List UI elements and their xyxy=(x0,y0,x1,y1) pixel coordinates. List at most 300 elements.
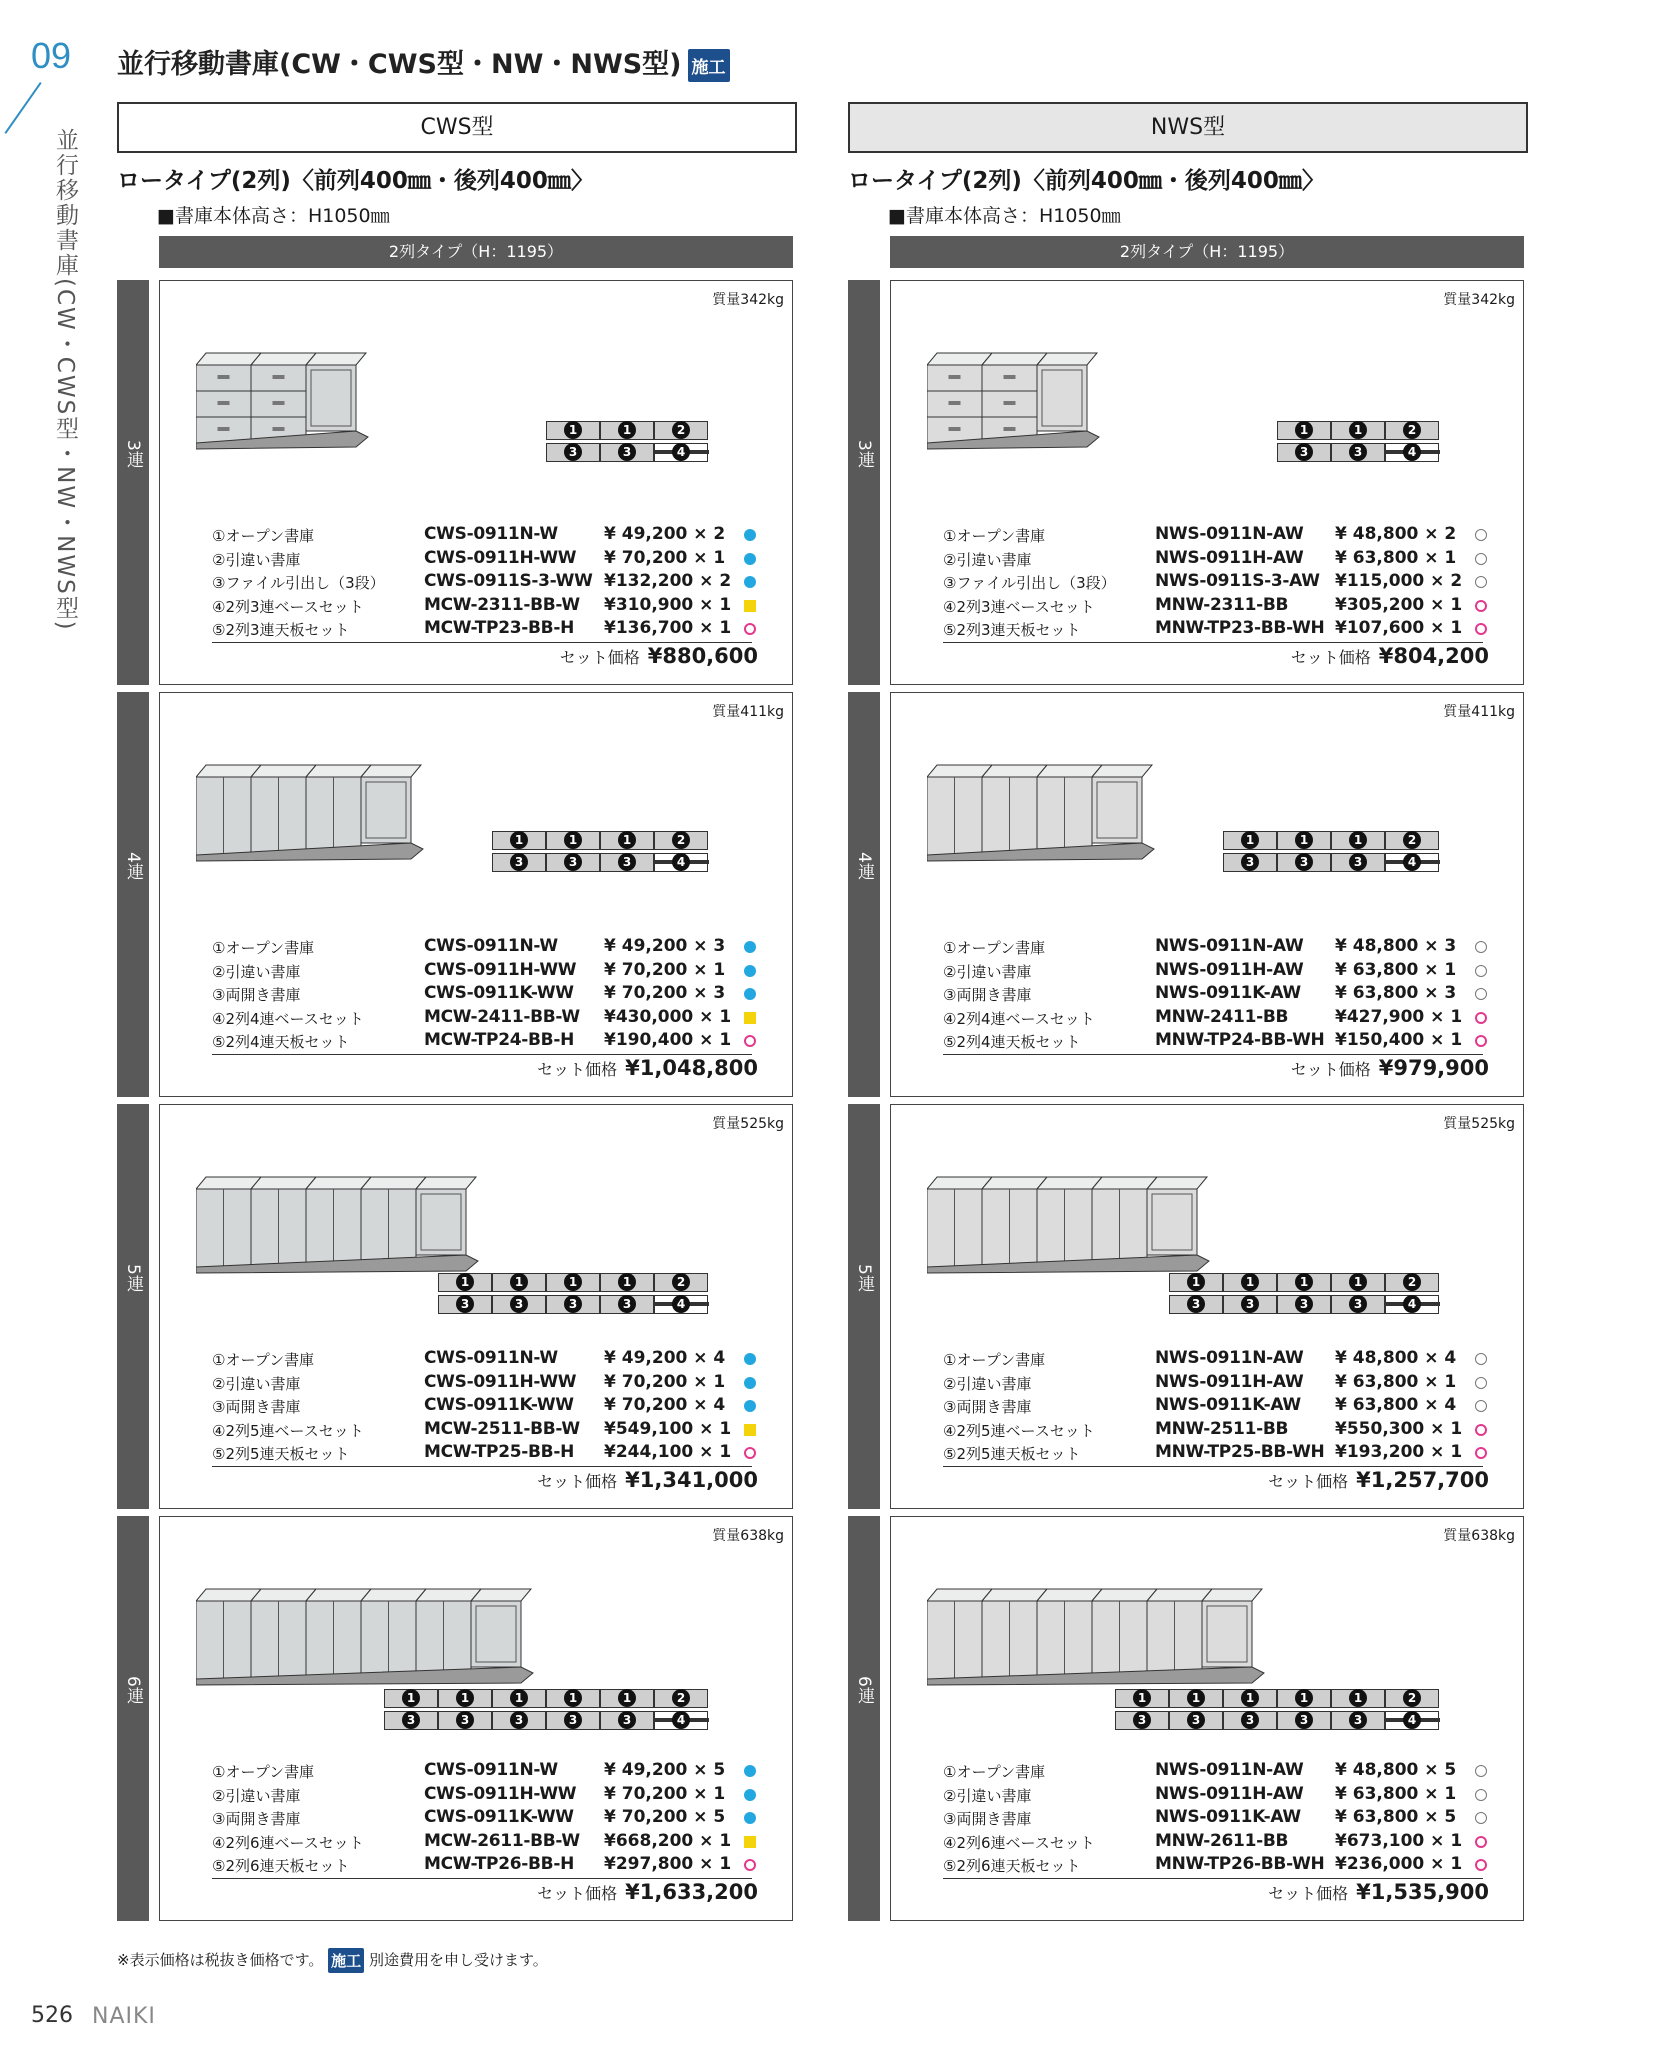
open-marker: 1 xyxy=(1295,1273,1313,1291)
cabinet-illustration xyxy=(196,1165,491,1280)
item-row xyxy=(943,595,1483,619)
item-row xyxy=(943,1395,1483,1419)
color-marker xyxy=(1475,1789,1487,1801)
color-marker xyxy=(744,1353,756,1365)
rear-cell xyxy=(1223,1711,1277,1730)
color-marker xyxy=(1475,965,1487,977)
set-total xyxy=(1291,1056,1489,1080)
front-cell xyxy=(1385,831,1439,850)
rear-cell xyxy=(1277,853,1331,872)
color-marker xyxy=(744,623,756,635)
rear-marker: 3 xyxy=(618,443,636,461)
front-cell xyxy=(492,1273,546,1292)
item-row xyxy=(943,936,1483,960)
item-list xyxy=(212,524,752,642)
item-code: NWS-0911N-AW xyxy=(1155,1760,1304,1780)
chapter-number: 09 xyxy=(31,35,72,76)
list-underline xyxy=(943,1878,1483,1879)
item-row xyxy=(943,571,1483,595)
front-cell xyxy=(1385,1689,1439,1708)
front-cell xyxy=(1331,1273,1385,1292)
set-price-label: セット価格 xyxy=(1290,648,1371,667)
item-row xyxy=(943,1030,1483,1054)
set-box xyxy=(890,1104,1524,1509)
item-row xyxy=(943,1760,1483,1784)
item-code: NWS-0911K-AW xyxy=(1155,1807,1301,1827)
rear-marker: 3 xyxy=(1241,1295,1259,1313)
set-count-label: 4連 xyxy=(123,852,143,880)
rear-marker: 3 xyxy=(510,853,528,871)
sliding-cabinet-unit xyxy=(1147,1177,1207,1255)
item-list xyxy=(943,524,1483,642)
front-cell xyxy=(492,831,546,850)
open-marker: 1 xyxy=(618,421,636,439)
item-row xyxy=(212,618,752,642)
open-marker: 1 xyxy=(456,1273,474,1291)
front-cell xyxy=(1331,1689,1385,1708)
set-price-value: ¥1,341,000 xyxy=(625,1468,758,1492)
item-code: MNW-TP26-BB-WH xyxy=(1155,1854,1325,1874)
rear-marker: 3 xyxy=(618,1711,636,1729)
item-row xyxy=(212,1419,752,1443)
row-type-bar: 2列タイプ（H：1195） xyxy=(159,236,793,268)
item-code: NWS-0911K-AW xyxy=(1155,1395,1301,1415)
set-side-label xyxy=(117,1104,149,1509)
item-code: MNW-2611-BB xyxy=(1155,1830,1289,1851)
item-code: NWS-0911K-AW xyxy=(1155,983,1301,1003)
set-block xyxy=(117,280,793,685)
open-marker: 1 xyxy=(510,1689,528,1707)
item-code: CWS-0911H-WW xyxy=(424,959,577,980)
set-price-label: セット価格 xyxy=(1290,1060,1371,1079)
item-price: ¥ 48,800 × 5 xyxy=(1335,1760,1457,1780)
open-marker: 1 xyxy=(510,831,528,849)
column-cws xyxy=(117,0,797,2047)
base-marker: 4 xyxy=(672,1295,690,1313)
item-name: ③両開き書庫 xyxy=(212,986,301,1004)
item-price: ¥ 70,200 × 5 xyxy=(604,1807,726,1827)
rear-marker: 3 xyxy=(1349,1711,1367,1729)
front-cell xyxy=(1115,1689,1169,1708)
front-cell xyxy=(1277,1689,1331,1708)
rear-marker: 3 xyxy=(402,1711,420,1729)
color-marker xyxy=(1475,553,1487,565)
item-price: ¥193,200 × 1 xyxy=(1335,1442,1463,1462)
front-cell xyxy=(1169,1689,1223,1708)
rear-cell xyxy=(492,1295,546,1314)
item-name: ②引違い書庫 xyxy=(943,550,1032,569)
item-name: ③ファイル引出し（3段） xyxy=(943,574,1116,592)
set-block xyxy=(848,1516,1524,1921)
open-marker: 1 xyxy=(1349,831,1367,849)
open-marker: 1 xyxy=(510,1273,528,1291)
item-price: ¥297,800 × 1 xyxy=(604,1854,732,1874)
sliding-cabinet-unit xyxy=(1202,1589,1262,1667)
color-marker xyxy=(744,1447,756,1459)
open-marker: 1 xyxy=(456,1689,474,1707)
rear-cell xyxy=(546,443,600,462)
item-price: ¥244,100 × 1 xyxy=(604,1442,732,1462)
set-count-label: 6連 xyxy=(854,1676,874,1704)
item-price: ¥430,000 × 1 xyxy=(604,1006,732,1027)
item-name: ②引違い書庫 xyxy=(212,1786,301,1805)
base-marker: 4 xyxy=(1403,443,1421,461)
layout-diagram xyxy=(546,421,708,465)
item-row xyxy=(212,548,752,572)
base-marker: 4 xyxy=(672,443,690,461)
rear-marker: 3 xyxy=(618,1295,636,1313)
item-list xyxy=(943,1348,1483,1466)
item-name: ①オープン書庫 xyxy=(943,527,1046,545)
rear-cell xyxy=(1223,853,1277,872)
open-marker: 1 xyxy=(1133,1689,1151,1707)
set-block xyxy=(117,1104,793,1509)
front-cell xyxy=(438,1689,492,1708)
open-marker: 1 xyxy=(564,421,582,439)
front-cell xyxy=(546,1273,600,1292)
rear-marker: 3 xyxy=(1295,1295,1313,1313)
footnote-badge: 施工 xyxy=(328,1948,364,1973)
list-underline xyxy=(943,642,1483,643)
item-price: ¥ 70,200 × 1 xyxy=(604,1371,726,1392)
item-code: MCW-TP24-BB-H xyxy=(424,1030,575,1050)
color-marker xyxy=(1475,1836,1487,1848)
open-marker: 1 xyxy=(402,1689,420,1707)
rear-cell xyxy=(654,1295,708,1314)
open-marker: 1 xyxy=(1241,831,1259,849)
rear-marker: 3 xyxy=(1349,1295,1367,1313)
item-code: NWS-0911N-AW xyxy=(1155,936,1304,956)
open-marker: 1 xyxy=(1241,1273,1259,1291)
set-block xyxy=(848,692,1524,1097)
item-code: MCW-2511-BB-W xyxy=(424,1418,580,1439)
set-price-label: セット価格 xyxy=(1268,1472,1349,1491)
color-marker xyxy=(744,1789,756,1801)
sliding-cabinet-unit xyxy=(306,353,366,431)
item-name: ⑤2列6連天板セット xyxy=(943,1857,1081,1875)
color-marker xyxy=(744,529,756,541)
set-total xyxy=(1268,1468,1489,1492)
set-box xyxy=(159,280,793,685)
list-underline xyxy=(212,1878,752,1879)
item-name: ⑤2列3連天板セット xyxy=(212,621,350,639)
item-list xyxy=(943,936,1483,1054)
item-price: ¥190,400 × 1 xyxy=(604,1030,732,1050)
open-marker: 1 xyxy=(1241,1689,1259,1707)
set-price-value: ¥1,048,800 xyxy=(625,1056,758,1080)
item-price: ¥ 63,800 × 1 xyxy=(1335,1371,1457,1392)
item-name: ①オープン書庫 xyxy=(943,1351,1046,1369)
front-cell xyxy=(492,1689,546,1708)
set-price-value: ¥804,200 xyxy=(1378,644,1489,668)
page-number: 526 xyxy=(31,2003,73,2028)
rear-marker: 3 xyxy=(564,1295,582,1313)
item-name: ④2列4連ベースセット xyxy=(943,1009,1095,1028)
rear-cell xyxy=(1331,853,1385,872)
layout-diagram xyxy=(438,1273,708,1317)
item-name: ②引違い書庫 xyxy=(212,550,301,569)
item-price: ¥ 70,200 × 3 xyxy=(604,983,726,1003)
rear-cell xyxy=(600,853,654,872)
front-cell xyxy=(546,831,600,850)
color-marker xyxy=(1475,1424,1487,1436)
base-marker: 4 xyxy=(672,1711,690,1729)
item-code: MCW-2411-BB-W xyxy=(424,1006,580,1027)
item-row xyxy=(212,1007,752,1031)
front-cell xyxy=(1277,421,1331,440)
item-name: ③両開き書庫 xyxy=(943,1398,1032,1416)
rear-marker: 3 xyxy=(1241,853,1259,871)
item-price: ¥ 49,200 × 3 xyxy=(604,936,726,956)
color-marker xyxy=(1475,1812,1487,1824)
set-total xyxy=(537,1880,758,1904)
cabinet-illustration xyxy=(196,1577,546,1692)
item-price: ¥236,000 × 1 xyxy=(1335,1854,1463,1874)
layout-diagram xyxy=(1115,1689,1439,1733)
rear-marker: 3 xyxy=(564,1711,582,1729)
set-side-label xyxy=(848,1516,880,1921)
open-marker: 1 xyxy=(1295,831,1313,849)
item-row xyxy=(943,618,1483,642)
item-price: ¥673,100 × 1 xyxy=(1335,1830,1463,1851)
item-code: CWS-0911S-3-WW xyxy=(424,571,593,591)
sliding-marker: 2 xyxy=(1403,1689,1421,1707)
weight-label: 質量411kg xyxy=(712,704,784,720)
color-marker xyxy=(1475,941,1487,953)
front-cell xyxy=(1385,1273,1439,1292)
sliding-marker: 2 xyxy=(672,1689,690,1707)
rear-marker: 3 xyxy=(1295,853,1313,871)
item-code: MCW-2311-BB-W xyxy=(424,594,580,615)
item-code: CWS-0911K-WW xyxy=(424,983,574,1003)
color-marker xyxy=(744,1812,756,1824)
rear-cell xyxy=(1385,1711,1439,1730)
column-nws xyxy=(848,0,1528,2047)
item-code: MNW-TP23-BB-WH xyxy=(1155,618,1325,638)
open-marker: 1 xyxy=(618,1273,636,1291)
color-marker xyxy=(744,1765,756,1777)
item-price: ¥550,300 × 1 xyxy=(1335,1418,1463,1439)
color-marker xyxy=(1475,988,1487,1000)
color-marker xyxy=(1475,1859,1487,1871)
item-row xyxy=(212,1784,752,1808)
item-row xyxy=(212,1831,752,1855)
item-price: ¥ 70,200 × 1 xyxy=(604,959,726,980)
rear-marker: 3 xyxy=(564,443,582,461)
item-price: ¥ 48,800 × 4 xyxy=(1335,1348,1457,1368)
rear-marker: 3 xyxy=(1133,1711,1151,1729)
set-price-label: セット価格 xyxy=(537,1472,618,1491)
item-name: ②引違い書庫 xyxy=(943,1374,1032,1393)
set-total xyxy=(537,1468,758,1492)
sliding-cabinet-unit xyxy=(471,1589,531,1667)
open-marker: 1 xyxy=(564,1689,582,1707)
color-marker xyxy=(744,1400,756,1412)
item-row xyxy=(943,548,1483,572)
item-list xyxy=(212,936,752,1054)
item-row xyxy=(212,1854,752,1878)
item-row xyxy=(212,571,752,595)
set-box xyxy=(890,280,1524,685)
rear-cell xyxy=(1277,443,1331,462)
item-price: ¥310,900 × 1 xyxy=(604,594,732,615)
item-name: ①オープン書庫 xyxy=(212,527,315,545)
base-marker: 4 xyxy=(1403,1295,1421,1313)
front-cell xyxy=(1223,1689,1277,1708)
item-code: CWS-0911K-WW xyxy=(424,1395,574,1415)
color-marker xyxy=(744,965,756,977)
footnote-text-after: 別途費用を申し受けます。 xyxy=(368,1951,548,1969)
front-cell xyxy=(546,421,600,440)
item-name: ④2列6連ベースセット xyxy=(212,1833,364,1852)
item-price: ¥107,600 × 1 xyxy=(1335,618,1463,638)
page-title-text: 並行移動書庫(CW・CWS型・NW・NWS型) xyxy=(117,49,682,80)
layout-diagram xyxy=(384,1689,708,1733)
set-count-label: 5連 xyxy=(854,1264,874,1292)
weight-label: 質量342kg xyxy=(712,292,784,308)
front-cell xyxy=(1223,831,1277,850)
rear-marker: 3 xyxy=(1349,853,1367,871)
color-marker xyxy=(1475,1447,1487,1459)
item-name: ④2列6連ベースセット xyxy=(943,1833,1095,1852)
item-code: CWS-0911H-WW xyxy=(424,547,577,568)
rear-marker: 3 xyxy=(1241,1711,1259,1729)
set-total xyxy=(1291,644,1489,668)
item-row xyxy=(943,1784,1483,1808)
item-code: MCW-TP26-BB-H xyxy=(424,1854,575,1874)
rear-cell xyxy=(1385,443,1439,462)
item-price: ¥305,200 × 1 xyxy=(1335,594,1463,615)
rear-cell xyxy=(1223,1295,1277,1314)
item-price: ¥549,100 × 1 xyxy=(604,1418,732,1439)
weight-label: 質量525kg xyxy=(1443,1116,1515,1132)
rear-cell xyxy=(438,1295,492,1314)
cabinet-illustration xyxy=(196,753,436,868)
item-name: ①オープン書庫 xyxy=(212,1763,315,1781)
sliding-marker: 2 xyxy=(1403,421,1421,439)
color-marker xyxy=(1475,576,1487,588)
cabinet-illustration xyxy=(927,341,1112,456)
set-price-value: ¥880,600 xyxy=(647,644,758,668)
item-name: ③両開き書庫 xyxy=(212,1398,301,1416)
item-row xyxy=(943,1854,1483,1878)
item-row xyxy=(212,1395,752,1419)
item-row xyxy=(212,1760,752,1784)
front-cell xyxy=(438,1273,492,1292)
front-cell xyxy=(1331,421,1385,440)
open-marker: 1 xyxy=(1295,1689,1313,1707)
rear-marker: 3 xyxy=(510,1295,528,1313)
sliding-marker: 2 xyxy=(672,421,690,439)
item-price: ¥ 70,200 × 1 xyxy=(604,1783,726,1804)
item-name: ④2列4連ベースセット xyxy=(212,1009,364,1028)
item-name: ⑤2列4連天板セット xyxy=(943,1033,1081,1051)
item-code: CWS-0911K-WW xyxy=(424,1807,574,1827)
rear-marker: 3 xyxy=(1187,1295,1205,1313)
color-marker xyxy=(1475,529,1487,541)
color-marker xyxy=(1475,1353,1487,1365)
set-count-label: 3連 xyxy=(123,440,143,468)
item-price: ¥ 49,200 × 2 xyxy=(604,524,726,544)
rear-marker: 3 xyxy=(456,1295,474,1313)
rear-marker: 3 xyxy=(618,853,636,871)
set-count-label: 5連 xyxy=(123,1264,143,1292)
item-price: ¥ 63,800 × 5 xyxy=(1335,1807,1457,1827)
color-marker xyxy=(744,600,756,612)
set-side-label xyxy=(117,280,149,685)
height-note: ■書庫本体高さ：H1050㎜ xyxy=(157,205,390,227)
color-marker xyxy=(744,1424,756,1436)
item-code: NWS-0911H-AW xyxy=(1155,1371,1304,1392)
set-box xyxy=(890,1516,1524,1921)
item-row xyxy=(212,1442,752,1466)
open-marker: 1 xyxy=(564,1273,582,1291)
rear-cell xyxy=(546,853,600,872)
rear-cell xyxy=(1169,1295,1223,1314)
list-underline xyxy=(943,1054,1483,1055)
sliding-marker: 2 xyxy=(672,831,690,849)
item-code: MCW-TP23-BB-H xyxy=(424,618,575,638)
weight-label: 質量638kg xyxy=(712,1528,784,1544)
item-code: NWS-0911H-AW xyxy=(1155,547,1304,568)
rear-cell xyxy=(1385,853,1439,872)
front-cell xyxy=(654,1689,708,1708)
item-name: ①オープン書庫 xyxy=(212,939,315,957)
item-code: NWS-0911N-AW xyxy=(1155,1348,1304,1368)
item-name: ①オープン書庫 xyxy=(212,1351,315,1369)
open-marker: 1 xyxy=(1349,1689,1367,1707)
rear-cell xyxy=(492,853,546,872)
rear-cell xyxy=(1277,1711,1331,1730)
rear-cell xyxy=(1331,443,1385,462)
item-name: ②引違い書庫 xyxy=(212,1374,301,1393)
rear-marker: 3 xyxy=(510,1711,528,1729)
layout-diagram xyxy=(1223,831,1439,875)
rear-cell xyxy=(600,443,654,462)
item-row xyxy=(943,1831,1483,1855)
rear-cell xyxy=(654,853,708,872)
color-marker xyxy=(744,1836,756,1848)
item-row xyxy=(943,983,1483,1007)
set-price-label: セット価格 xyxy=(1268,1884,1349,1903)
item-code: NWS-0911N-AW xyxy=(1155,524,1304,544)
set-box xyxy=(159,692,793,1097)
front-cell xyxy=(654,1273,708,1292)
cabinet-illustration xyxy=(927,753,1167,868)
weight-label: 質量638kg xyxy=(1443,1528,1515,1544)
item-row xyxy=(943,1807,1483,1831)
set-block xyxy=(117,692,793,1097)
front-cell xyxy=(654,831,708,850)
rear-marker: 3 xyxy=(1349,443,1367,461)
front-cell xyxy=(600,421,654,440)
item-row xyxy=(212,1807,752,1831)
front-cell xyxy=(1277,831,1331,850)
item-code: MNW-TP24-BB-WH xyxy=(1155,1030,1325,1050)
set-price-label: セット価格 xyxy=(537,1884,618,1903)
front-cell xyxy=(600,1273,654,1292)
color-marker xyxy=(1475,1765,1487,1777)
brand-name: NAIKI xyxy=(92,2004,156,2029)
set-block xyxy=(848,280,1524,685)
base-marker: 4 xyxy=(1403,853,1421,871)
list-underline xyxy=(212,642,752,643)
product-subtitle: ロータイプ(2列)〈前列400㎜・後列400㎜〉 xyxy=(848,168,1325,194)
set-side-label xyxy=(117,692,149,1097)
rear-cell xyxy=(546,1295,600,1314)
color-marker xyxy=(744,553,756,565)
item-row xyxy=(212,1372,752,1396)
